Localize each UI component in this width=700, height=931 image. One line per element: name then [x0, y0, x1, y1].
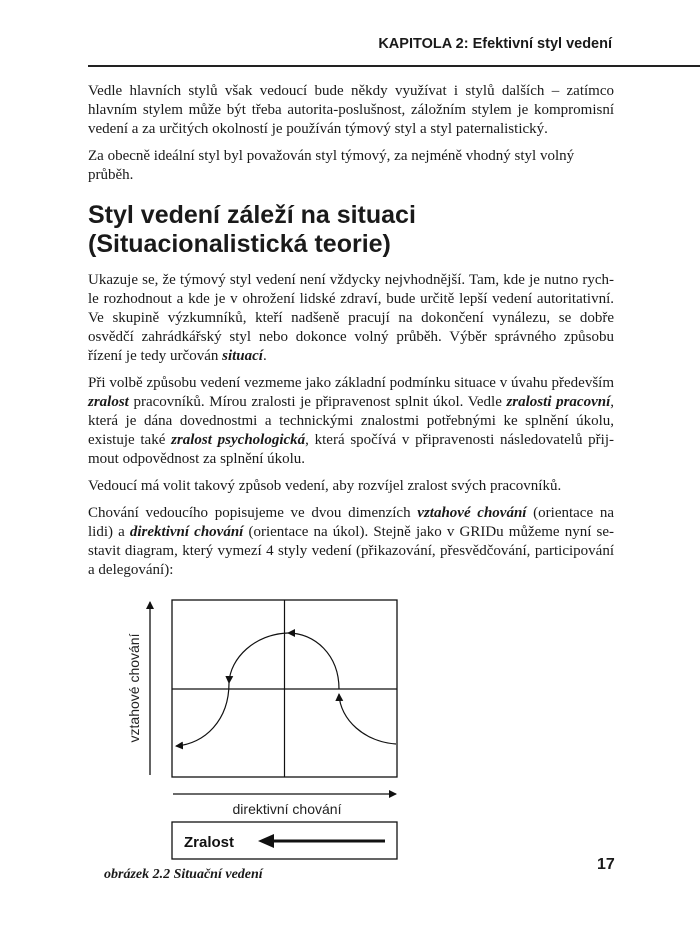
y-axis-label: vztahové chování [126, 633, 142, 743]
paragraph [88, 504, 614, 580]
paragraph [88, 374, 614, 469]
paragraph [88, 271, 614, 366]
maturity-arrow-head [258, 834, 274, 848]
text: Ukazuje se, že týmový styl vedení není vždycky nejvhodnější. Tam, kde je nutno rychle rozhodnout a kde je v ohrožení lidské zdraví, bude určitě lepší vedení autoritativní. Ve skupině výzkumníků, kteří nadšeně pracují na dokončení vynálezu, se dobře osvědčí zahrádkářský styl nebo dokonce volný průběh. Výběr správného způsobu řízení je tedy určován [88, 272, 614, 364]
section-body [88, 271, 614, 580]
paragraph: Za obecně ideální styl byl považován styl týmový, za nejméně vhodný styl volný průběh. [88, 148, 575, 183]
text: (orientace na úkol). Stejně jako v GRIDu můžeme nyní sestavit diagram, který vymezí 4 styly vedení (přikazování, přesvědčování, participování a delegování): [88, 524, 614, 578]
emphasis: zralosti pracovní [506, 394, 611, 410]
curve-segment [176, 683, 229, 746]
text: . [262, 348, 267, 364]
text: pracovníků. Mírou zralosti je připravenost splnit úkol. Vedle [128, 394, 507, 410]
text: Při volbě způsobu vedení vezmeme jako základní podmínku situace v úvahu především [88, 375, 614, 391]
curve-segment [288, 633, 339, 689]
emphasis: situací [222, 348, 263, 364]
emphasis: zralost psychologická [171, 432, 306, 448]
curve-segment [339, 694, 396, 744]
title-line: (Situacionalistická teorie) [88, 230, 391, 258]
text: Chování vedoucího popisujeme ve dvou dimenzích [88, 505, 418, 521]
page-number: 17 [597, 856, 615, 873]
situational-leadership-diagram [88, 588, 614, 863]
page-body [88, 82, 614, 883]
emphasis: zralost [88, 394, 129, 410]
paragraph: Vedle hlavních stylů však vedoucí bude někdy využívat i stylů dalších – zatímco hlavním stylem může být třeba autorita-poslušnost, záložním stylem je kompromisní vedení a za určitých okolností je používán týmový styl a styl paternalistický. [88, 83, 614, 137]
title-line: Styl vedení záleží na situaci [88, 201, 416, 229]
section-title [88, 201, 614, 259]
emphasis: direktivní chování [129, 524, 244, 540]
header-rule [88, 65, 700, 67]
chapter-header: KAPITOLA 2: Efektivní styl vedení [378, 36, 612, 52]
curve-segment [229, 633, 288, 683]
text: , která spočívá v připravenosti následovatelů přijmout odpovědnost za splnění úkolu. [88, 432, 614, 467]
intro-text [88, 82, 614, 185]
paragraph: Vedoucí má volit takový způsob vedení, aby rozvíjel zralost svých pracovníků. [88, 478, 562, 494]
emphasis: vztahové chování [417, 505, 527, 521]
x-axis-label: direktivní chování [232, 801, 342, 817]
figure-caption: obrázek 2.2 Situační vedení [104, 867, 263, 882]
maturity-label: Zralost [184, 834, 235, 851]
text: , která je dána dovednostmi a technickými znalostmi potřebnými ke splnění úkolu, existuje také [88, 394, 614, 448]
text: (orientace na lidi) a [88, 505, 614, 540]
